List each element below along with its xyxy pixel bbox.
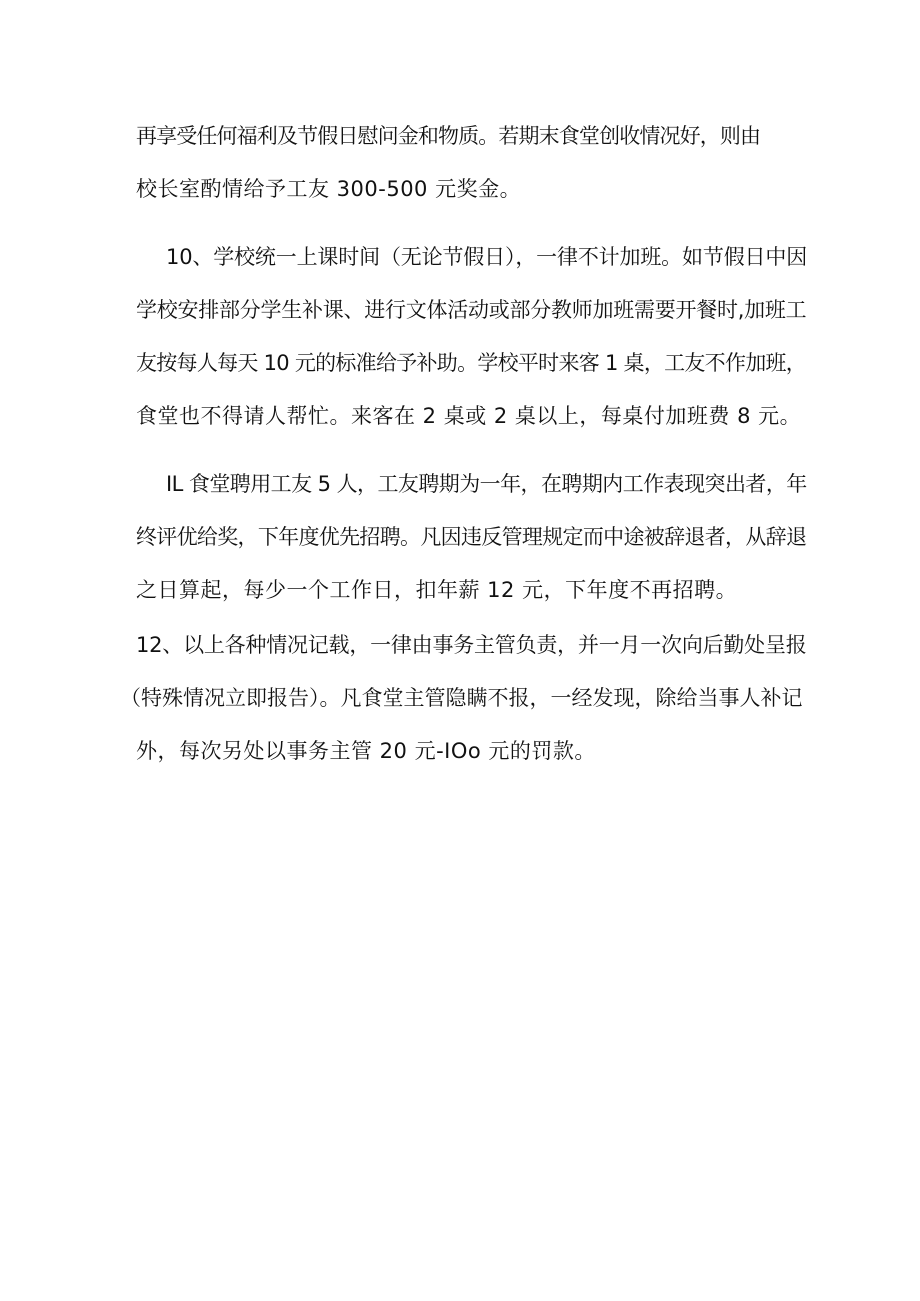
text-line: 友按每人每天 10 元的标准给予补助。学校平时来客 1 桌，工友不作加班， bbox=[136, 351, 807, 375]
text-line: 终评优给奖，下年度优先招聘。凡因违反管理规定而中途被辞退者，从辞退 bbox=[136, 525, 807, 549]
text-line: 之日算起，每少一个工作日，扣年薪 12 元，下年度不再招聘。 bbox=[136, 578, 738, 602]
text-line: 10、学校统一上课时间（无论节假日），一律不计加班。如节假日中因 bbox=[166, 245, 808, 269]
text-line: IL 食堂聘用工友 5 人，工友聘期为一年，在聘期内工作表现突出者，年 bbox=[166, 472, 807, 496]
text-line: 学校安排部分学生补课、进行文体活动或部分教师加班需要开餐时,加班工 bbox=[136, 298, 807, 322]
text-line: 食堂也不得请人帮忙。来客在 2 桌或 2 桌以上，每桌付加班费 8 元。 bbox=[136, 404, 802, 428]
text-line: 再享受任何福利及节假日慰问金和物质。若期末食堂创收情况好，则由 bbox=[136, 124, 761, 148]
text-line: （特殊情况立即报告）。凡食堂主管隐瞒不报，一经发现，除给当事人补记 bbox=[120, 686, 803, 710]
text-line: 外，每次另处以事务主管 20 元-IOo 元的罚款。 bbox=[136, 739, 596, 763]
text-line: 校长室酌情给予工友 300-500 元奖金。 bbox=[136, 177, 522, 201]
text-line: 12、以上各种情况记载，一律由事务主管负责，并一月一次向后勤处呈报 bbox=[136, 633, 807, 657]
